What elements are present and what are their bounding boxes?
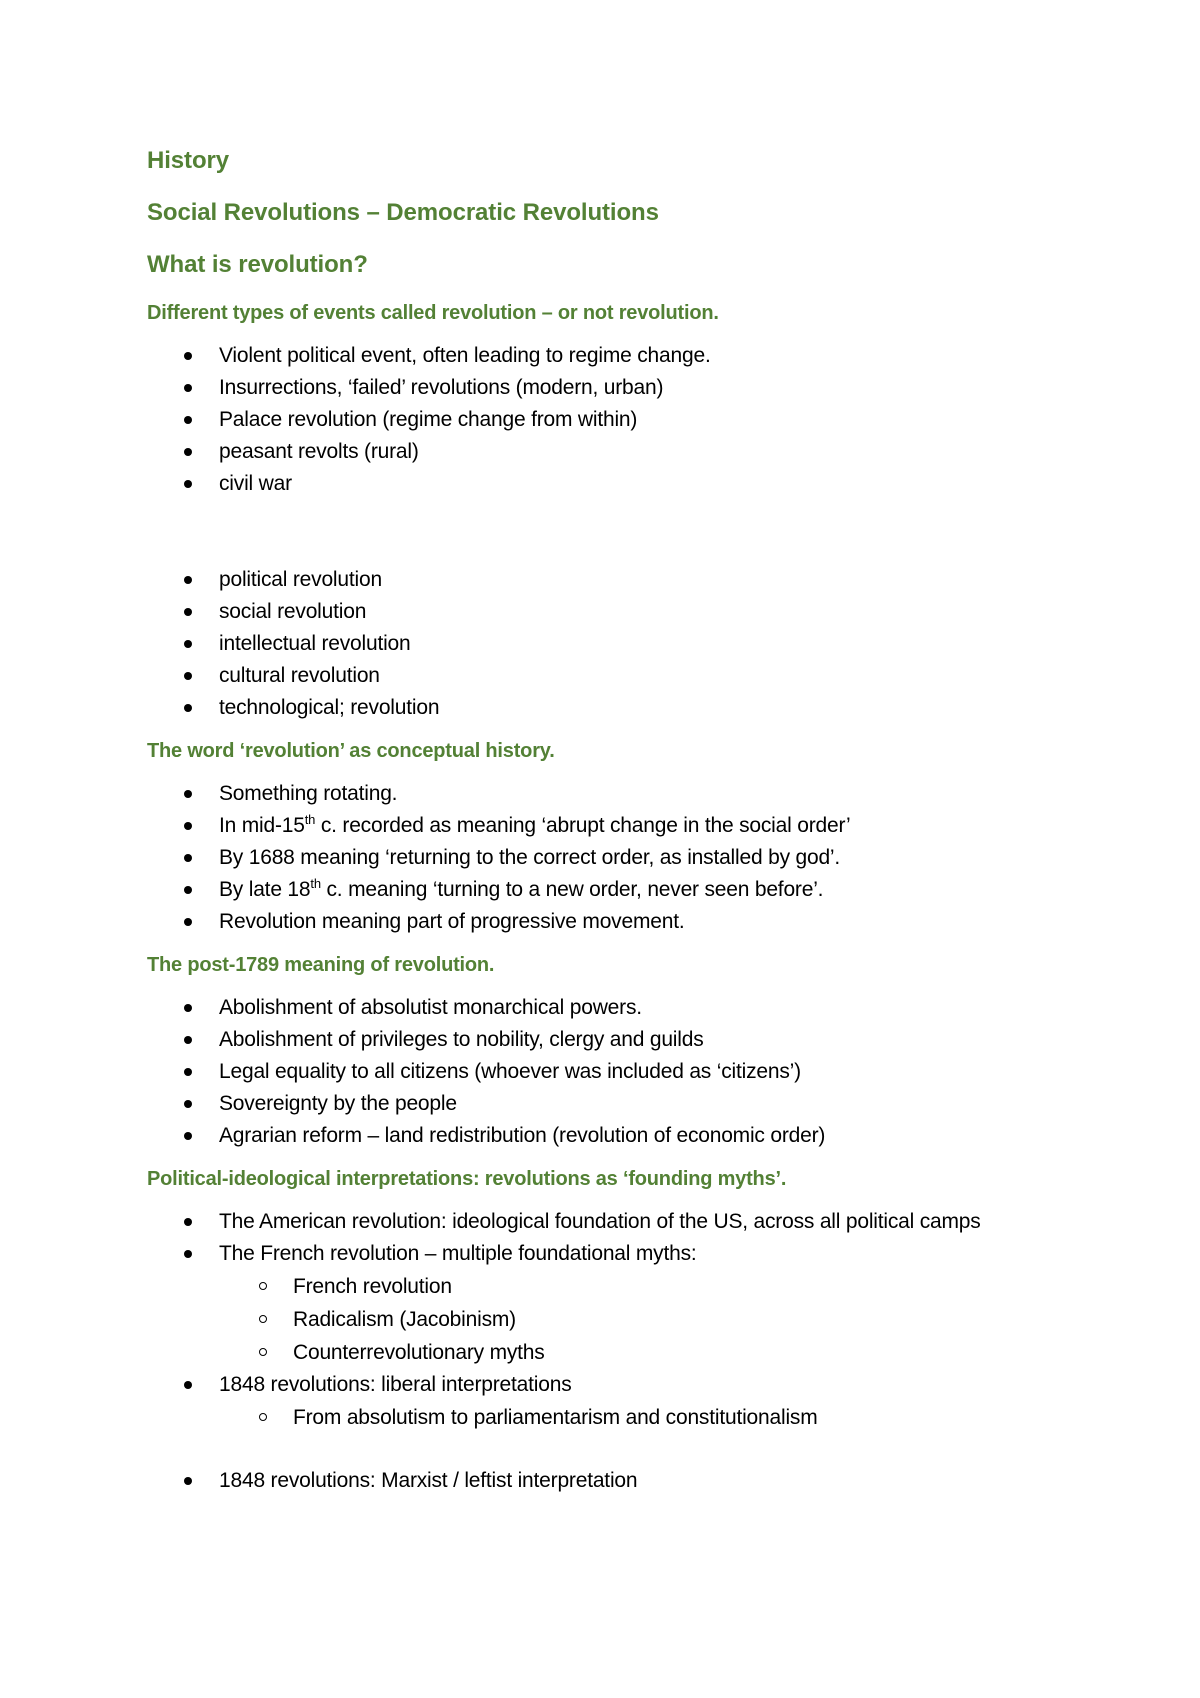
sub-list [147,1270,1107,1369]
bullet-icon [184,1477,192,1485]
list-item: technological; revolution [147,692,1107,724]
list-item: Insurrections, ‘failed’ revolutions (modern, urban) [147,372,1107,404]
bullet-icon [184,1132,192,1140]
list-item: intellectual revolution [147,628,1107,660]
bullet-icon [184,854,192,862]
list-item: Abolishment of privileges to nobility, clergy and guilds [147,1024,1107,1056]
list-item: By 1688 meaning ‘returning to the correct order, as installed by god’. [147,842,1107,874]
document-subtitle: Social Revolutions – Democratic Revolutions [147,199,659,226]
interpretations-list-continued [147,1465,1107,1497]
post-1789-list [147,992,1107,1152]
types-list-events [147,340,1107,500]
circle-bullet-icon [259,1315,267,1323]
list-item: 1848 revolutions: Marxist / leftist interpretation [147,1465,1107,1497]
bullet-icon [184,672,192,680]
list-item: civil war [147,468,1107,500]
bullet-icon [184,1381,192,1389]
types-list-kinds [147,564,1107,724]
bullet-icon [184,1218,192,1226]
list-item: By late 18th c. meaning ‘turning to a new order, never seen before’. [147,874,1107,906]
list-item: The American revolution: ideological foundation of the US, across all political camps [147,1206,1107,1238]
section-question: What is revolution? [147,251,368,278]
document-page [147,146,1107,1497]
bullet-icon [184,886,192,894]
list-item: political revolution [147,564,1107,596]
sub-list-item: French revolution [147,1270,1107,1303]
bullet-icon [184,1036,192,1044]
bullet-icon [184,640,192,648]
bullet-icon [184,448,192,456]
bullet-icon [184,576,192,584]
list-item: peasant revolts (rural) [147,436,1107,468]
list-item: cultural revolution [147,660,1107,692]
circle-bullet-icon [259,1282,267,1290]
list-item: Violent political event, often leading to regime change. [147,340,1107,372]
sub-list [147,1401,1107,1434]
circle-bullet-icon [259,1413,267,1421]
blank-space [147,1434,1107,1465]
sub-list-item: Radicalism (Jacobinism) [147,1303,1107,1336]
circle-bullet-icon [259,1348,267,1356]
list-item: Sovereignty by the people [147,1088,1107,1120]
list-item: Revolution meaning part of progressive movement. [147,906,1107,938]
section-heading-interpretations: Political-ideological interpretations: revolutions as ‘founding myths’. [147,1168,787,1190]
list-item: Legal equality to all citizens (whoever was included as ‘citizens’) [147,1056,1107,1088]
blank-space [147,500,1107,564]
bullet-icon [184,608,192,616]
section-heading-types: Different types of events called revolution – or not revolution. [147,302,719,324]
sub-list-item: Counterrevolutionary myths [147,1336,1107,1369]
bullet-icon [184,1100,192,1108]
bullet-icon [184,352,192,360]
bullet-icon [184,1068,192,1076]
list-item: 1848 revolutions: liberal interpretations From absolutism to parliamentarism and constitutionalism [147,1369,1107,1434]
bullet-icon [184,790,192,798]
list-item: In mid-15th c. recorded as meaning ‘abrupt change in the social order’ [147,810,1107,842]
word-history-list [147,778,1107,938]
bullet-icon [184,822,192,830]
interpretations-list [147,1206,1107,1434]
section-heading-post-1789: The post-1789 meaning of revolution. [147,954,495,976]
bullet-icon [184,918,192,926]
bullet-icon [184,704,192,712]
list-item: social revolution [147,596,1107,628]
section-heading-word: The word ‘revolution’ as conceptual history. [147,740,555,762]
list-item: The French revolution – multiple foundational myths: French revolution Radicalism (Jacobinism) Counterrevolutionary myths [147,1238,1107,1369]
bullet-icon [184,1004,192,1012]
list-item: Agrarian reform – land redistribution (revolution of economic order) [147,1120,1107,1152]
bullet-icon [184,416,192,424]
bullet-icon [184,1250,192,1258]
list-item: Palace revolution (regime change from within) [147,404,1107,436]
bullet-icon [184,480,192,488]
document-title: History [147,147,229,174]
sub-list-item: From absolutism to parliamentarism and constitutionalism [147,1401,1107,1434]
bullet-icon [184,384,192,392]
list-item: Something rotating. [147,778,1107,810]
list-item: Abolishment of absolutist monarchical powers. [147,992,1107,1024]
